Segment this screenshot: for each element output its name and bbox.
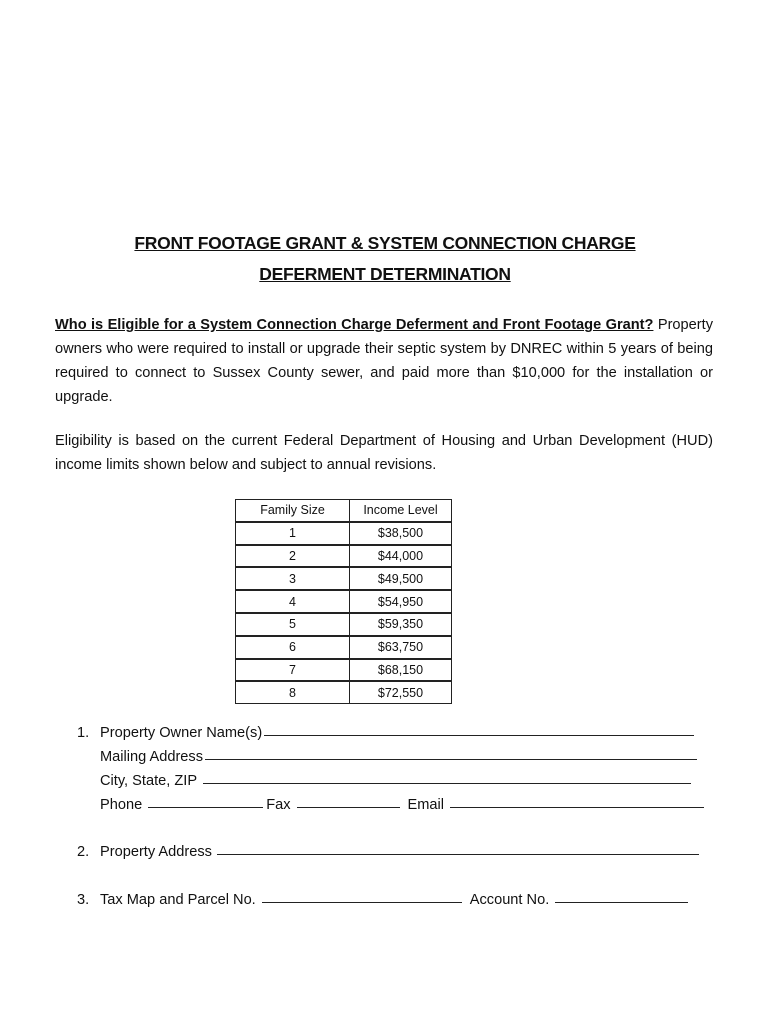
column-header-family-size: Family Size <box>236 500 350 522</box>
income-level-cell: $49,500 <box>350 567 452 590</box>
income-basis-paragraph: Eligibility is based on the current Federal Department of Housing and Urban Development (HUD) income limits shown below and subject to annual revisions. <box>55 433 713 473</box>
table-row <box>236 636 452 659</box>
eligibility-paragraph <box>55 313 713 409</box>
income-level-cell: $72,550 <box>350 681 452 703</box>
property-address-field[interactable] <box>217 840 699 855</box>
owner-name-label: Property Owner Name(s) <box>100 725 263 741</box>
income-level-cell: $59,350 <box>350 613 452 636</box>
city-state-zip-field[interactable] <box>203 769 691 784</box>
item-number: 1. <box>77 725 90 741</box>
account-number-field[interactable] <box>555 888 688 903</box>
owner-name-field[interactable] <box>264 721 694 736</box>
phone-field[interactable] <box>148 793 263 808</box>
city-state-zip-label: City, State, ZIP <box>100 773 198 789</box>
property-address-label: Property Address <box>100 844 212 860</box>
title-line-1: FRONT FOOTAGE GRANT & SYSTEM CONNECTION CHARGE <box>134 233 636 253</box>
family-size-cell: 1 <box>236 522 350 545</box>
table-row <box>236 590 452 613</box>
income-level-cell: $38,500 <box>350 522 452 545</box>
family-size-cell: 8 <box>236 681 350 703</box>
account-number-label: Account No. <box>469 892 550 908</box>
fax-field[interactable] <box>297 793 400 808</box>
mailing-address-label: Mailing Address <box>100 749 204 765</box>
item-number: 2. <box>77 844 90 860</box>
income-level-cell: $63,750 <box>350 636 452 659</box>
mailing-address-field[interactable] <box>205 745 697 760</box>
family-size-cell: 3 <box>236 567 350 590</box>
income-table-body <box>236 522 452 704</box>
family-size-cell: 5 <box>236 613 350 636</box>
table-row <box>236 567 452 590</box>
fax-label: Fax <box>266 797 291 813</box>
income-level-cell: $54,950 <box>350 590 452 613</box>
title-line-2: DEFERMENT DETERMINATION <box>259 264 511 284</box>
family-size-cell: 4 <box>236 590 350 613</box>
table-row <box>236 681 452 703</box>
column-header-income-level: Income Level <box>350 500 452 522</box>
table-row <box>236 659 452 682</box>
phone-label: Phone <box>100 797 143 813</box>
tax-map-label: Tax Map and Parcel No. <box>100 892 256 908</box>
document-title <box>0 228 770 290</box>
income-limits-table <box>235 499 452 704</box>
family-size-cell: 7 <box>236 659 350 682</box>
family-size-cell: 6 <box>236 636 350 659</box>
income-level-cell: $44,000 <box>350 545 452 568</box>
eligibility-text: Property owners who were required to install or upgrade their septic system by DNREC within 5 years of being required to connect to Sussex County sewer, and paid more than $10,000 for the installation or upgrade. <box>55 317 713 405</box>
email-field[interactable] <box>450 793 704 808</box>
table-row <box>236 522 452 545</box>
table-row <box>236 545 452 568</box>
email-label: Email <box>407 797 445 813</box>
table-row <box>236 613 452 636</box>
item-number: 3. <box>77 892 90 908</box>
family-size-cell: 2 <box>236 545 350 568</box>
income-level-cell: $68,150 <box>350 659 452 682</box>
table-header-row <box>236 500 452 522</box>
tax-map-field[interactable] <box>262 888 462 903</box>
eligibility-heading: Who is Eligible for a System Connection Charge Deferment and Front Footage Grant? <box>55 317 654 333</box>
